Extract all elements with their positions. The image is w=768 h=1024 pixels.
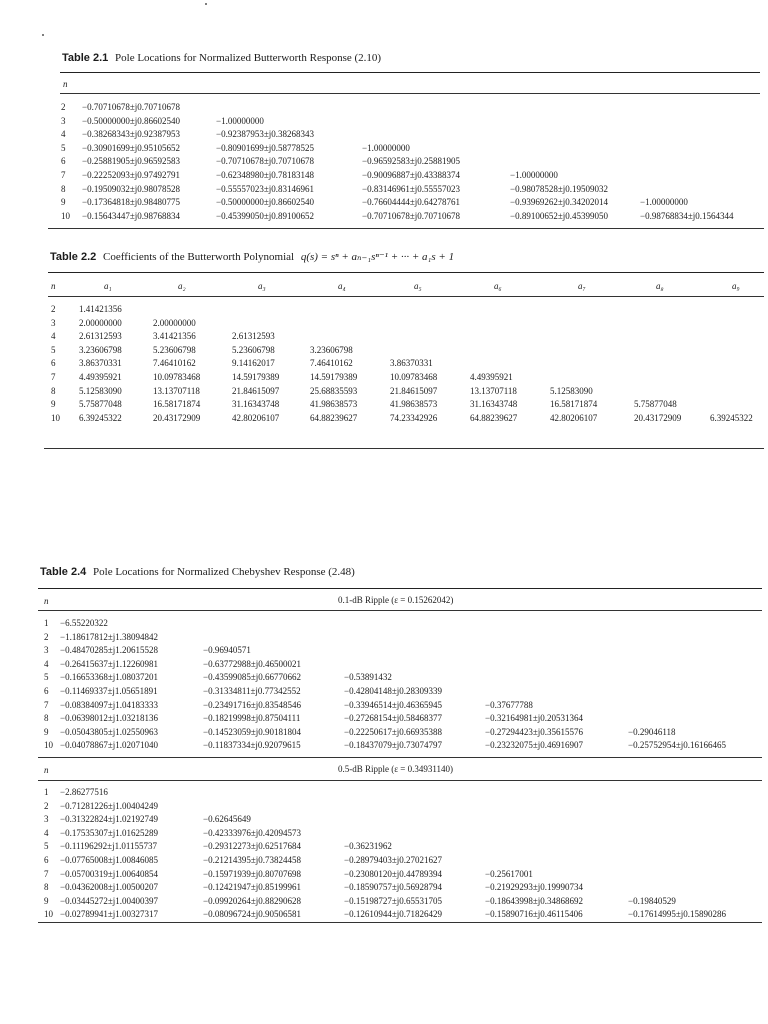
table-cell: −0.26415637±j1.12260981 — [60, 658, 159, 669]
table-cell: −0.50000000±j0.86602540 — [216, 197, 315, 208]
table-cell: −0.15971939±j0.80707698 — [203, 868, 302, 879]
table-cell: −0.27294423±j0.35615576 — [485, 726, 584, 737]
table-row-n: 3 — [61, 115, 66, 126]
table-row-n: 10 — [44, 909, 53, 920]
table-cell: 21.84615097 — [390, 385, 438, 396]
table-cell: −0.15890716±j0.46115406 — [485, 909, 583, 920]
table-cell: −0.06398012±j1.03218136 — [60, 713, 159, 724]
table-cell: −0.37677788 — [485, 699, 533, 710]
table-row-n: 9 — [44, 726, 49, 737]
table-cell: −0.05043805±j1.02550963 — [60, 726, 159, 737]
table-cell: 31.16343748 — [232, 399, 280, 410]
table-cell: −0.14523059±j0.90181804 — [203, 726, 302, 737]
table-cell: −1.00000000 — [640, 197, 688, 208]
table-cell: 5.23606798 — [153, 344, 196, 355]
table-row-n: 6 — [61, 156, 66, 167]
table-row-n: 3 — [51, 317, 56, 328]
table-2-1-header-rule — [60, 93, 760, 94]
scan-speck — [42, 34, 44, 36]
table-2-4-mid-rule — [38, 757, 762, 758]
table-row-n: 4 — [44, 658, 49, 669]
column-header: a₅ — [414, 281, 422, 291]
table-row-n: 2 — [61, 102, 66, 112]
table-cell: −0.07765008±j1.00846085 — [60, 855, 159, 865]
table-row-n: 7 — [61, 170, 66, 180]
table-2-1-caption — [62, 52, 381, 64]
table-cell: −0.09920264±j0.88290628 — [203, 895, 302, 906]
table-cell: −6.55220322 — [60, 618, 108, 628]
table-cell: −0.31334811±j0.77342552 — [203, 686, 301, 696]
table-cell: −0.53891432 — [344, 672, 392, 683]
table-cell: −0.11196292±j1.01155737 — [60, 841, 158, 852]
table-2-1-title: Pole Locations for Normalized Butterworth Response (2.10) — [115, 52, 382, 64]
table-cell: −0.18437079±j0.73074797 — [344, 740, 443, 751]
table-cell: −0.23491716±j0.83548546 — [203, 699, 302, 710]
table-cell: −0.04362008±j1.00500207 — [60, 882, 159, 893]
table-cell: −0.92387953±j0.38268343 — [216, 129, 315, 140]
table-cell: 16.58171874 — [550, 399, 598, 410]
table-cell: −0.90096887±j0.43388374 — [362, 170, 461, 180]
table-row-n: 3 — [44, 814, 49, 825]
table-cell: −0.23232075±j0.46916907 — [485, 740, 584, 751]
scan-speck — [205, 3, 207, 5]
table-2-1-n-header: n — [63, 79, 68, 89]
table-cell: 13.13707118 — [470, 385, 517, 396]
table-cell: 2.61312593 — [79, 331, 122, 342]
table-cell: −1.18617812±j1.38094842 — [60, 631, 159, 642]
table-cell: −0.63772988±j0.46500021 — [203, 658, 302, 669]
table-2-4-label: Table 2.4 — [40, 566, 87, 578]
table-2-4-subtitle-0-5db: 0.5-dB Ripple (ε = 0.34931140) — [338, 764, 454, 774]
table-2-4-caption — [40, 566, 355, 578]
table-cell: −0.31322824±j1.02192749 — [60, 814, 159, 825]
table-row-n: 1 — [44, 787, 49, 797]
table-cell: −0.29046118 — [628, 726, 676, 737]
table-row-n: 1 — [44, 618, 49, 628]
table-row-n: 7 — [44, 868, 49, 879]
table-cell: 3.41421356 — [153, 331, 196, 342]
table-cell: −0.12421947±j0.85199961 — [203, 882, 302, 893]
table-row-n: 2 — [44, 631, 49, 642]
table-cell: 5.12583090 — [79, 385, 122, 396]
table-cell: −0.33946514±j0.46365945 — [344, 699, 443, 710]
table-row-n: 9 — [61, 197, 66, 208]
table-cell: −0.17614995±j0.15890286 — [628, 909, 727, 920]
table-cell: 2.00000000 — [153, 317, 196, 328]
table-cell: −0.11469337±j1.05651891 — [60, 686, 158, 696]
table-cell: 5.23606798 — [232, 344, 275, 355]
table-cell: 42.80206107 — [232, 412, 280, 423]
table-row-n: 8 — [44, 713, 49, 724]
table-cell: 41.98638573 — [310, 399, 358, 410]
column-header: a₂ — [178, 281, 186, 291]
table-cell: 20.43172909 — [634, 412, 682, 423]
table-cell: −0.36231962 — [344, 841, 392, 852]
table-cell: 25.68835593 — [310, 385, 358, 396]
table-row-n: 2 — [51, 304, 56, 314]
table-cell: 41.98638573 — [390, 399, 438, 410]
table-row-n: 10 — [44, 740, 53, 751]
table-row-n: 4 — [61, 129, 66, 140]
table-cell: −0.03445272±j1.00400397 — [60, 895, 159, 906]
table-cell: −0.18590757±j0.56928794 — [344, 882, 443, 893]
table-row-n: 8 — [61, 183, 66, 194]
table-row-n: 4 — [44, 827, 49, 838]
table-cell: −0.04078867±j1.02071040 — [60, 740, 159, 751]
table-cell: −0.21929293±j0.19990734 — [485, 882, 584, 893]
table-cell: −0.15643447±j0.98768834 — [82, 210, 181, 221]
table-cell: 31.16343748 — [470, 399, 518, 410]
table-cell: −0.76604444±j0.64278761 — [362, 197, 461, 208]
table-cell: −0.02789941±j1.00327317 — [60, 909, 159, 920]
table-cell: −0.18219998±j0.87504111 — [203, 713, 301, 724]
table-cell: 14.59179389 — [232, 372, 280, 382]
column-header: a₇ — [578, 281, 586, 291]
table-2-2-title: Coefficients of the Butterworth Polynomial — [103, 251, 295, 263]
table-cell: −0.25617001 — [485, 868, 533, 879]
table-row-n: 10 — [51, 412, 60, 423]
table-2-4-title: Pole Locations for Normalized Chebyshev Response (2.48) — [93, 566, 355, 578]
table-cell: 42.80206107 — [550, 412, 598, 423]
table-cell: −0.70710678±j0.70710678 — [216, 156, 315, 167]
table-cell: −0.19509032±j0.98078528 — [82, 183, 181, 194]
table-2-4-section2-rule — [38, 780, 762, 781]
table-cell: −0.21214395±j0.73824458 — [203, 855, 302, 865]
table-cell: −0.93969262±j0.34202014 — [510, 197, 609, 208]
table-cell: −0.16653368±j1.08037201 — [60, 672, 159, 683]
table-2-2-caption — [50, 250, 454, 263]
column-header: a₃ — [258, 281, 266, 291]
table-cell: −0.11837334±j0.92079615 — [203, 740, 301, 751]
table-cell: −0.48470285±j1.20615528 — [60, 645, 159, 656]
table-cell: −0.18643998±j0.34868692 — [485, 895, 584, 906]
table-row-n: 2 — [44, 800, 49, 811]
table-2-4-top-rule — [38, 588, 762, 589]
table-cell: 3.86370331 — [79, 358, 122, 369]
table-2-4-section1-rule — [38, 610, 762, 611]
table-cell: 10.09783468 — [153, 372, 201, 382]
table-row-n: 7 — [51, 372, 56, 382]
table-row-n: 7 — [44, 699, 49, 710]
table-cell: −0.15198727±j0.65531705 — [344, 895, 443, 906]
table-cell: −0.42333976±j0.42094573 — [203, 827, 302, 838]
table-2-2-top-rule — [48, 272, 764, 273]
table-row-n: 6 — [44, 855, 49, 865]
table-cell: −1.00000000 — [510, 170, 558, 180]
table-2-4-n-header-2: n — [44, 765, 49, 775]
table-cell: −2.86277516 — [60, 787, 108, 797]
table-cell: −0.83146961±j0.55557023 — [362, 183, 461, 194]
table-cell: 9.14162017 — [232, 358, 275, 369]
column-header: a₉ — [732, 281, 740, 291]
column-header: a₁ — [104, 281, 112, 291]
table-cell: 7.46410162 — [310, 358, 353, 369]
column-header: a₄ — [338, 281, 346, 291]
table-row-n: 4 — [51, 331, 56, 342]
table-cell: 4.49395921 — [470, 372, 513, 382]
table-cell: −0.25881905±j0.96592583 — [82, 156, 181, 167]
table-row-n: 5 — [44, 841, 49, 852]
table-cell: 3.86370331 — [390, 358, 433, 369]
table-2-2-formula: q(s) = sⁿ + aₙ₋₁sⁿ⁻¹ + ··· + a₁s + 1 — [300, 251, 455, 263]
table-cell: −0.62645649 — [203, 814, 251, 825]
table-cell: −0.17364818±j0.98480775 — [82, 197, 181, 208]
table-cell: −0.50000000±j0.86602540 — [82, 115, 181, 126]
table-2-4-n-header-1: n — [44, 596, 49, 606]
table-cell: −0.38268343±j0.92387953 — [82, 129, 181, 140]
table-cell: −0.27268154±j0.58468377 — [344, 713, 443, 724]
table-cell: 2.00000000 — [79, 317, 122, 328]
table-cell: −0.98768834±j0.1564344 — [640, 210, 734, 221]
table-cell: 64.88239627 — [310, 412, 358, 423]
table-cell: 2.61312593 — [232, 331, 275, 342]
table-cell: 14.59179389 — [310, 372, 358, 382]
table-2-2-header-rule — [48, 296, 764, 297]
table-cell: −0.29312273±j0.62517684 — [203, 841, 302, 852]
table-2-1-top-rule — [60, 72, 760, 73]
table-cell: −0.89100652±j0.45399050 — [510, 210, 609, 221]
table-2-2-label: Table 2.2 — [50, 251, 97, 263]
table-cell: 7.46410162 — [153, 358, 196, 369]
table-cell: 5.75877048 — [79, 399, 122, 410]
table-2-1-label: Table 2.1 — [62, 52, 109, 64]
table-cell: −0.17535307±j1.01625289 — [60, 827, 159, 838]
table-cell: 10.09783468 — [390, 372, 438, 382]
table-cell: 1.41421356 — [79, 304, 122, 314]
table-row-n: 8 — [51, 385, 56, 396]
table-2-1-bottom-rule — [48, 228, 764, 229]
table-cell: 20.43172909 — [153, 412, 201, 423]
table-cell: 5.75877048 — [634, 399, 677, 410]
table-cell: −0.96592583±j0.25881905 — [362, 156, 461, 167]
table-cell: −0.55557023±j0.83146961 — [216, 183, 315, 194]
table-cell: −0.70710678±j0.70710678 — [362, 210, 461, 221]
table-cell: 64.88239627 — [470, 412, 518, 423]
table-row-n: 9 — [51, 399, 56, 410]
table-cell: 6.39245322 — [710, 412, 753, 423]
table-2-4-subtitle-0-1db: 0.1-dB Ripple (ε = 0.15262042) — [338, 595, 454, 605]
table-cell: −0.05700319±j1.00640854 — [60, 868, 159, 879]
table-row-n: 8 — [44, 882, 49, 893]
table-cell: −0.71281226±j1.00404249 — [60, 800, 159, 811]
table-cell: −0.28979403±j0.27021627 — [344, 855, 443, 865]
table-cell: −0.80901699±j0.58778525 — [216, 142, 315, 153]
table-cell: −0.96940571 — [203, 645, 251, 656]
column-header: a₆ — [494, 281, 502, 291]
table-cell: 74.23342926 — [390, 412, 438, 423]
table-cell: 3.23606798 — [79, 344, 122, 355]
table-row-n: 6 — [44, 686, 49, 696]
table-cell: −1.00000000 — [216, 115, 264, 126]
table-cell: 4.49395921 — [79, 372, 122, 382]
table-2-4-bottom-rule — [38, 922, 762, 923]
table-cell: 16.58171874 — [153, 399, 201, 410]
table-cell: −0.22250617±j0.66935388 — [344, 726, 443, 737]
table-cell: −0.70710678±j0.70710678 — [82, 102, 181, 112]
column-header: n — [51, 281, 56, 291]
table-cell: −0.42804148±j0.28309339 — [344, 686, 443, 696]
table-row-n: 6 — [51, 358, 56, 369]
table-cell: −0.23080120±j0.44789394 — [344, 868, 443, 879]
table-cell: −0.12610944±j0.71826429 — [344, 909, 443, 920]
table-cell: −1.00000000 — [362, 142, 410, 153]
table-row-n: 3 — [44, 645, 49, 656]
column-header: a₈ — [656, 281, 664, 291]
table-cell: −0.08384097±j1.04183333 — [60, 699, 159, 710]
table-cell: 5.12583090 — [550, 385, 593, 396]
table-cell: −0.08096724±j0.90506581 — [203, 909, 302, 920]
table-cell: −0.32164981±j0.20531364 — [485, 713, 584, 724]
table-cell: −0.45399050±j0.89100652 — [216, 210, 315, 221]
table-cell: −0.22252093±j0.97492791 — [82, 170, 181, 180]
table-cell: 3.23606798 — [310, 344, 353, 355]
table-cell: 21.84615097 — [232, 385, 280, 396]
table-row-n: 5 — [44, 672, 49, 683]
table-cell: −0.19840529 — [628, 895, 676, 906]
table-row-n: 5 — [51, 344, 56, 355]
table-cell: −0.43599085±j0.66770662 — [203, 672, 302, 683]
table-cell: −0.30901699±j0.95105652 — [82, 142, 181, 153]
table-cell: 13.13707118 — [153, 385, 200, 396]
table-cell: −0.62348980±j0.78183148 — [216, 170, 315, 180]
table-cell: 6.39245322 — [79, 412, 122, 423]
table-cell: −0.25752954±j0.16166465 — [628, 740, 727, 751]
table-row-n: 9 — [44, 895, 49, 906]
table-cell: −0.98078528±j0.19509032 — [510, 183, 609, 194]
table-row-n: 10 — [61, 210, 70, 221]
table-row-n: 5 — [61, 142, 66, 153]
table-2-2-bottom-rule — [44, 448, 764, 449]
